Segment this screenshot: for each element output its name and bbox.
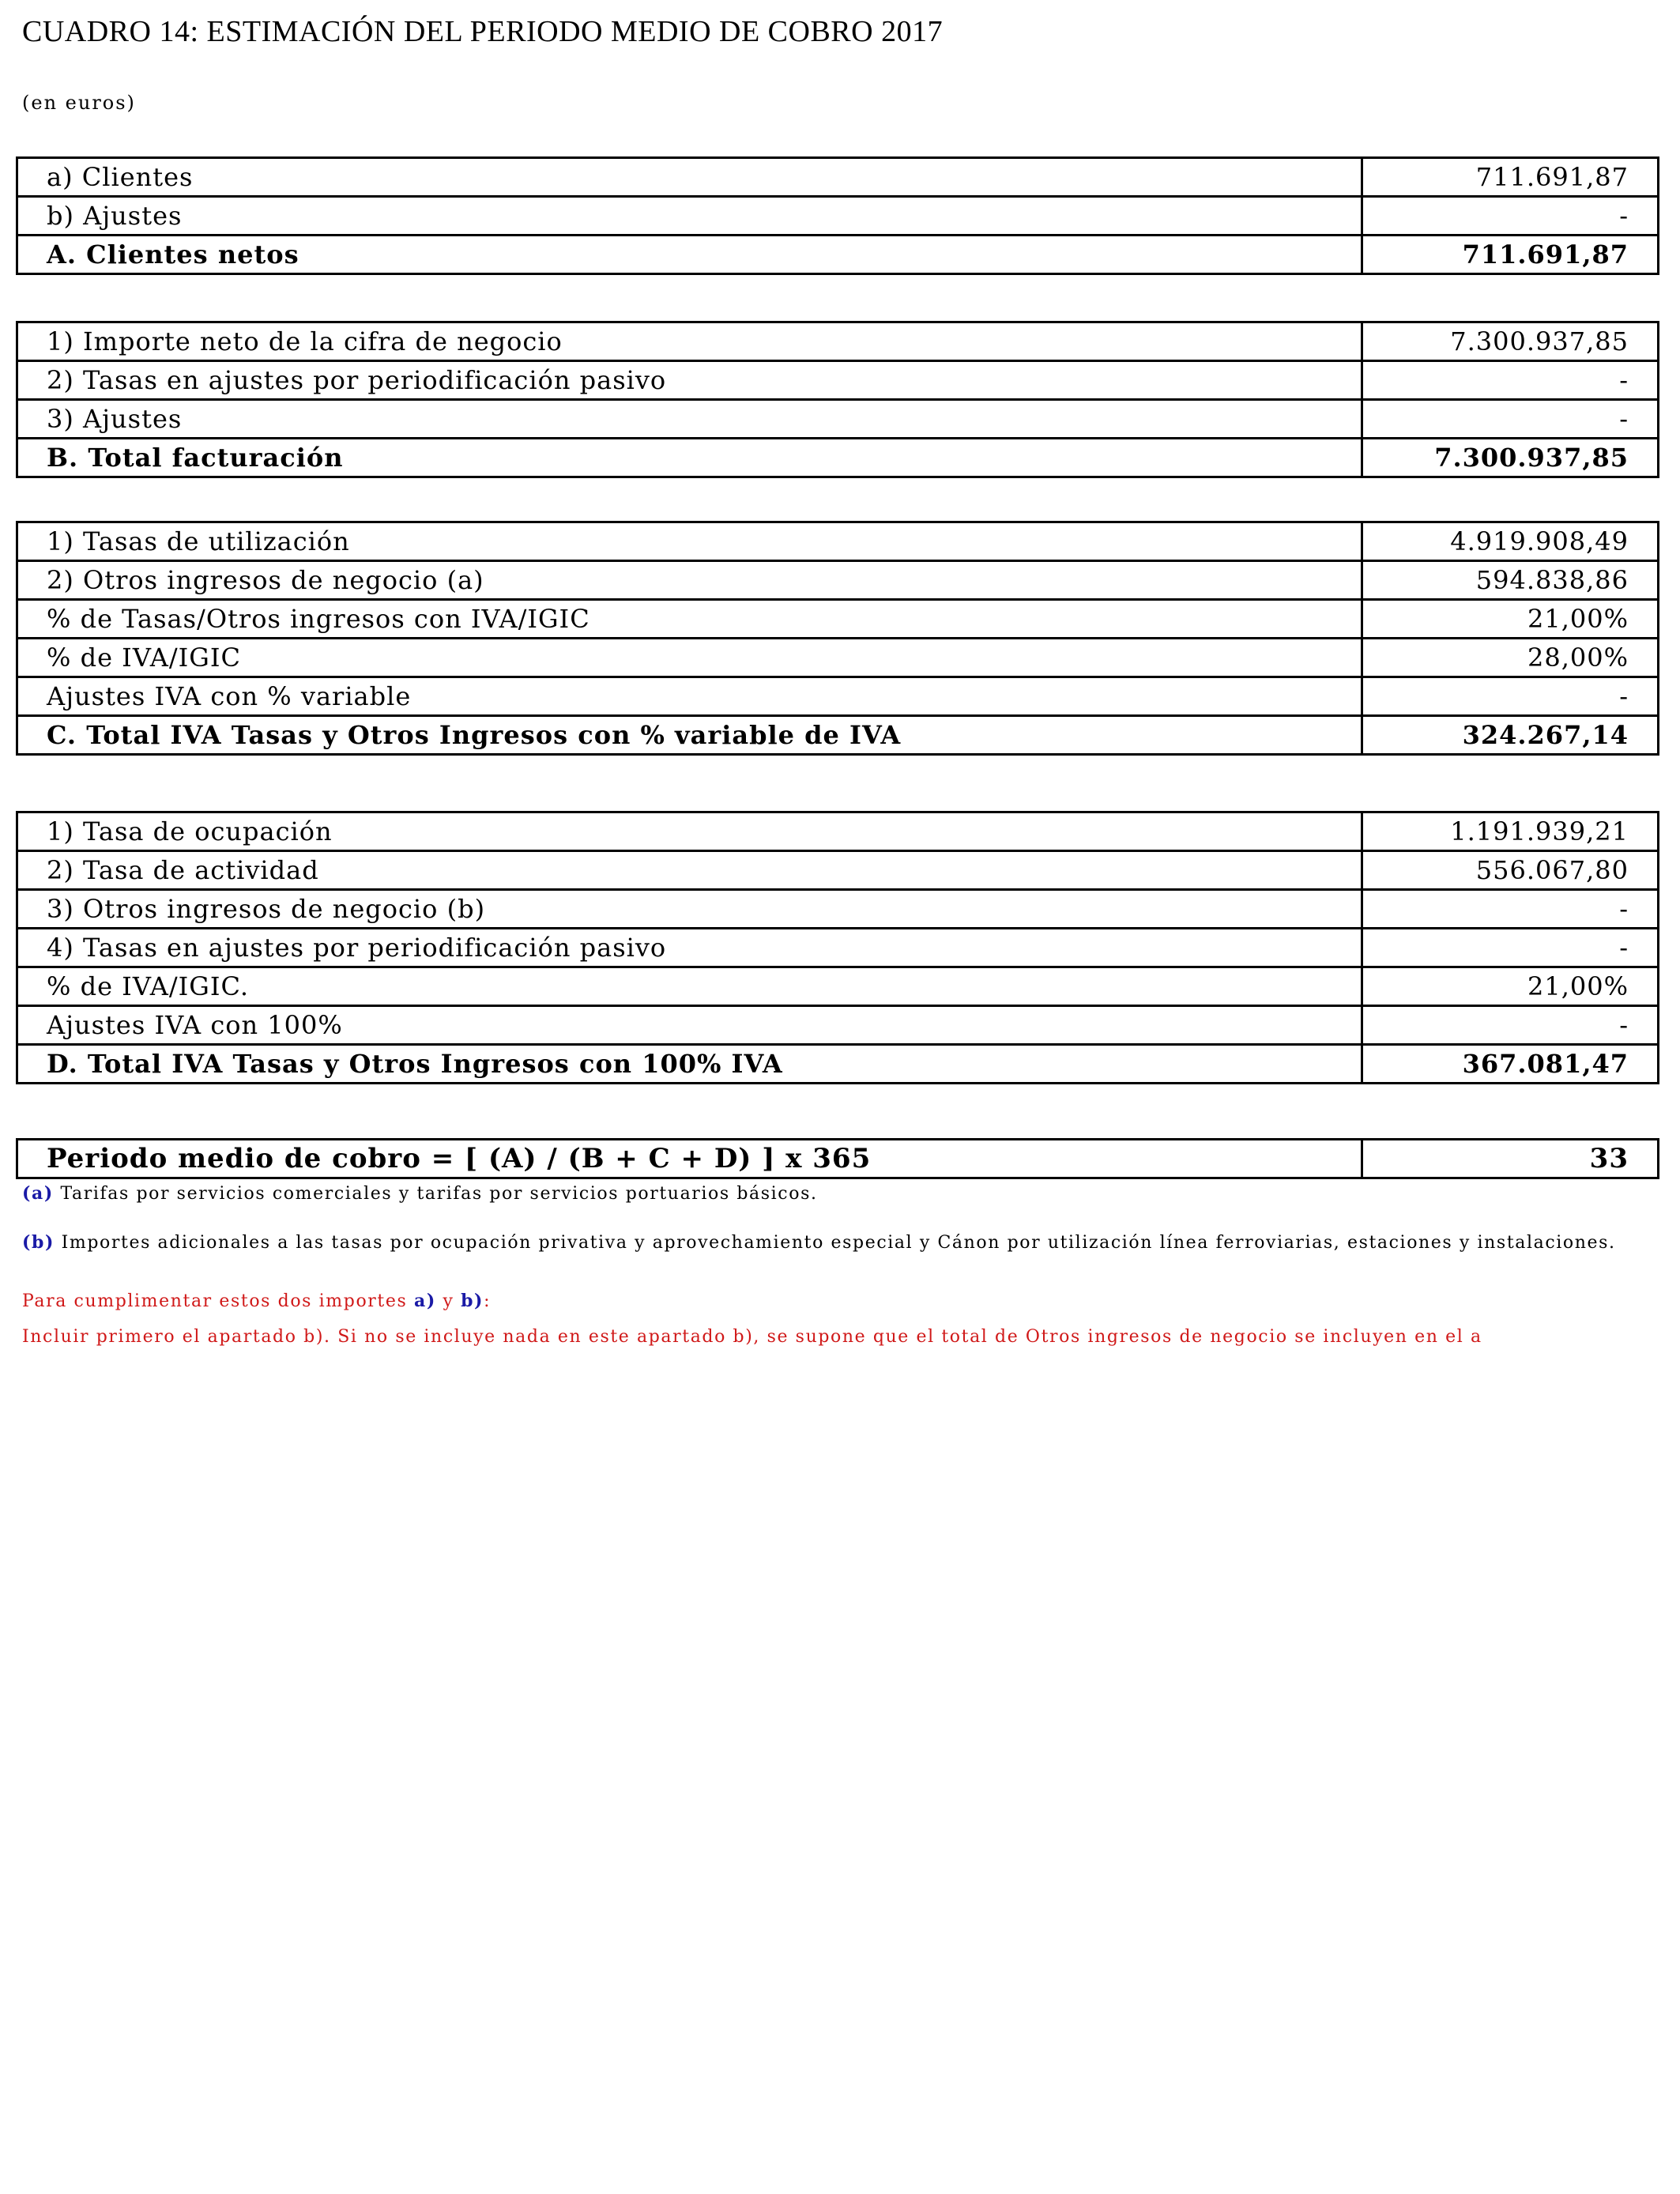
table-row — [17, 361, 1659, 400]
row-value: - — [1362, 890, 1659, 929]
row-label: 3) Ajustes — [17, 400, 1362, 439]
table-row — [17, 639, 1659, 677]
row-value: 711.691,87 — [1362, 158, 1659, 197]
row-value: - — [1362, 361, 1659, 400]
instructions-text: Incluir primero el apartado b). Si no se incluye nada en este apartado b), se supone que el total de Otros ingresos de negocio se incluyen en el a — [22, 1327, 1482, 1347]
footnote-a-text: Tarifas por servicios comerciales y tarifas por servicios portuarios básicos. — [60, 1184, 818, 1204]
row-value: 21,00% — [1362, 600, 1659, 639]
table-row — [17, 158, 1659, 197]
formula-label: Periodo medio de cobro = [ (A) / (B + C + D) ] x 365 — [17, 1140, 1362, 1178]
row-label: 4) Tasas en ajustes por periodificación pasivo — [17, 929, 1362, 967]
table-row — [17, 522, 1659, 561]
page-title: CUADRO 14: ESTIMACIÓN DEL PERIODO MEDIO DE COBRO 2017 — [22, 15, 944, 48]
row-value: 1.191.939,21 — [1362, 812, 1659, 851]
row-label: A. Clientes netos — [17, 236, 1362, 274]
row-label: % de IVA/IGIC — [17, 639, 1362, 677]
row-label: 1) Tasa de ocupación — [17, 812, 1362, 851]
table-block-b — [16, 321, 1659, 478]
instructions-prefix: Para cumplimentar estos dos importes — [22, 1291, 408, 1311]
row-value: - — [1362, 1006, 1659, 1045]
footnote-a-tag: (a) — [22, 1183, 54, 1204]
footnote-b — [22, 1230, 1666, 1256]
row-label: % de IVA/IGIC. — [17, 967, 1362, 1006]
instructions-suffix: : — [484, 1291, 492, 1311]
footnote-b-text: Importes adicionales a las tasas por ocupación privativa y aprovechamiento especial y Cánon por utilización línea ferroviarias, estaciones y instalaciones. — [61, 1233, 1616, 1253]
table-block-d — [16, 811, 1659, 1084]
table-block-a — [16, 156, 1659, 275]
instructions-heading — [22, 1288, 1666, 1314]
table-row — [17, 851, 1659, 890]
row-value: 324.267,14 — [1362, 716, 1659, 755]
total-row — [17, 439, 1659, 477]
total-row — [17, 236, 1659, 274]
row-label: 3) Otros ingresos de negocio (b) — [17, 890, 1362, 929]
row-label: Ajustes IVA con % variable — [17, 677, 1362, 716]
row-value: 594.838,86 — [1362, 561, 1659, 600]
row-value: 367.081,47 — [1362, 1045, 1659, 1084]
row-value: 556.067,80 — [1362, 851, 1659, 890]
footnote-b-tag: (b) — [22, 1232, 55, 1253]
table-row — [17, 600, 1659, 639]
row-value: 7.300.937,85 — [1362, 439, 1659, 477]
row-value: - — [1362, 677, 1659, 716]
table-row — [17, 677, 1659, 716]
instructions-mid: y — [443, 1291, 454, 1311]
row-value: - — [1362, 400, 1659, 439]
row-value: 28,00% — [1362, 639, 1659, 677]
table-row — [17, 322, 1659, 361]
row-label: D. Total IVA Tasas y Otros Ingresos con 100% IVA — [17, 1045, 1362, 1084]
row-label: Ajustes IVA con 100% — [17, 1006, 1362, 1045]
row-value: - — [1362, 197, 1659, 236]
instructions-tag-b: b) — [461, 1291, 484, 1311]
footnote-a — [22, 1181, 1666, 1207]
row-label: a) Clientes — [17, 158, 1362, 197]
row-label: 2) Tasas en ajustes por periodificación pasivo — [17, 361, 1362, 400]
row-label: B. Total facturación — [17, 439, 1362, 477]
row-value: 4.919.908,49 — [1362, 522, 1659, 561]
row-label: % de Tasas/Otros ingresos con IVA/IGIC — [17, 600, 1362, 639]
row-value: 711.691,87 — [1362, 236, 1659, 274]
total-row — [17, 1045, 1659, 1084]
row-label: 1) Importe neto de la cifra de negocio — [17, 322, 1362, 361]
table-result — [16, 1138, 1659, 1179]
row-label: 1) Tasas de utilización — [17, 522, 1362, 561]
table-row — [17, 561, 1659, 600]
table-row — [17, 400, 1659, 439]
row-label: C. Total IVA Tasas y Otros Ingresos con % variable de IVA — [17, 716, 1362, 755]
formula-value: 33 — [1362, 1140, 1659, 1178]
row-label: 2) Otros ingresos de negocio (a) — [17, 561, 1362, 600]
table-row — [17, 890, 1659, 929]
currency-note: (en euros) — [22, 92, 136, 114]
table-block-c — [16, 521, 1659, 756]
row-label: b) Ajustes — [17, 197, 1362, 236]
table-row — [17, 967, 1659, 1006]
total-row — [17, 716, 1659, 755]
row-value: - — [1362, 929, 1659, 967]
row-value: 7.300.937,85 — [1362, 322, 1659, 361]
table-row — [17, 1006, 1659, 1045]
instructions-tag-a: a) — [413, 1291, 436, 1311]
row-value: 21,00% — [1362, 967, 1659, 1006]
table-row — [17, 929, 1659, 967]
result-row — [17, 1140, 1659, 1178]
table-row — [17, 197, 1659, 236]
row-label: 2) Tasa de actividad — [17, 851, 1362, 890]
table-row — [17, 812, 1659, 851]
